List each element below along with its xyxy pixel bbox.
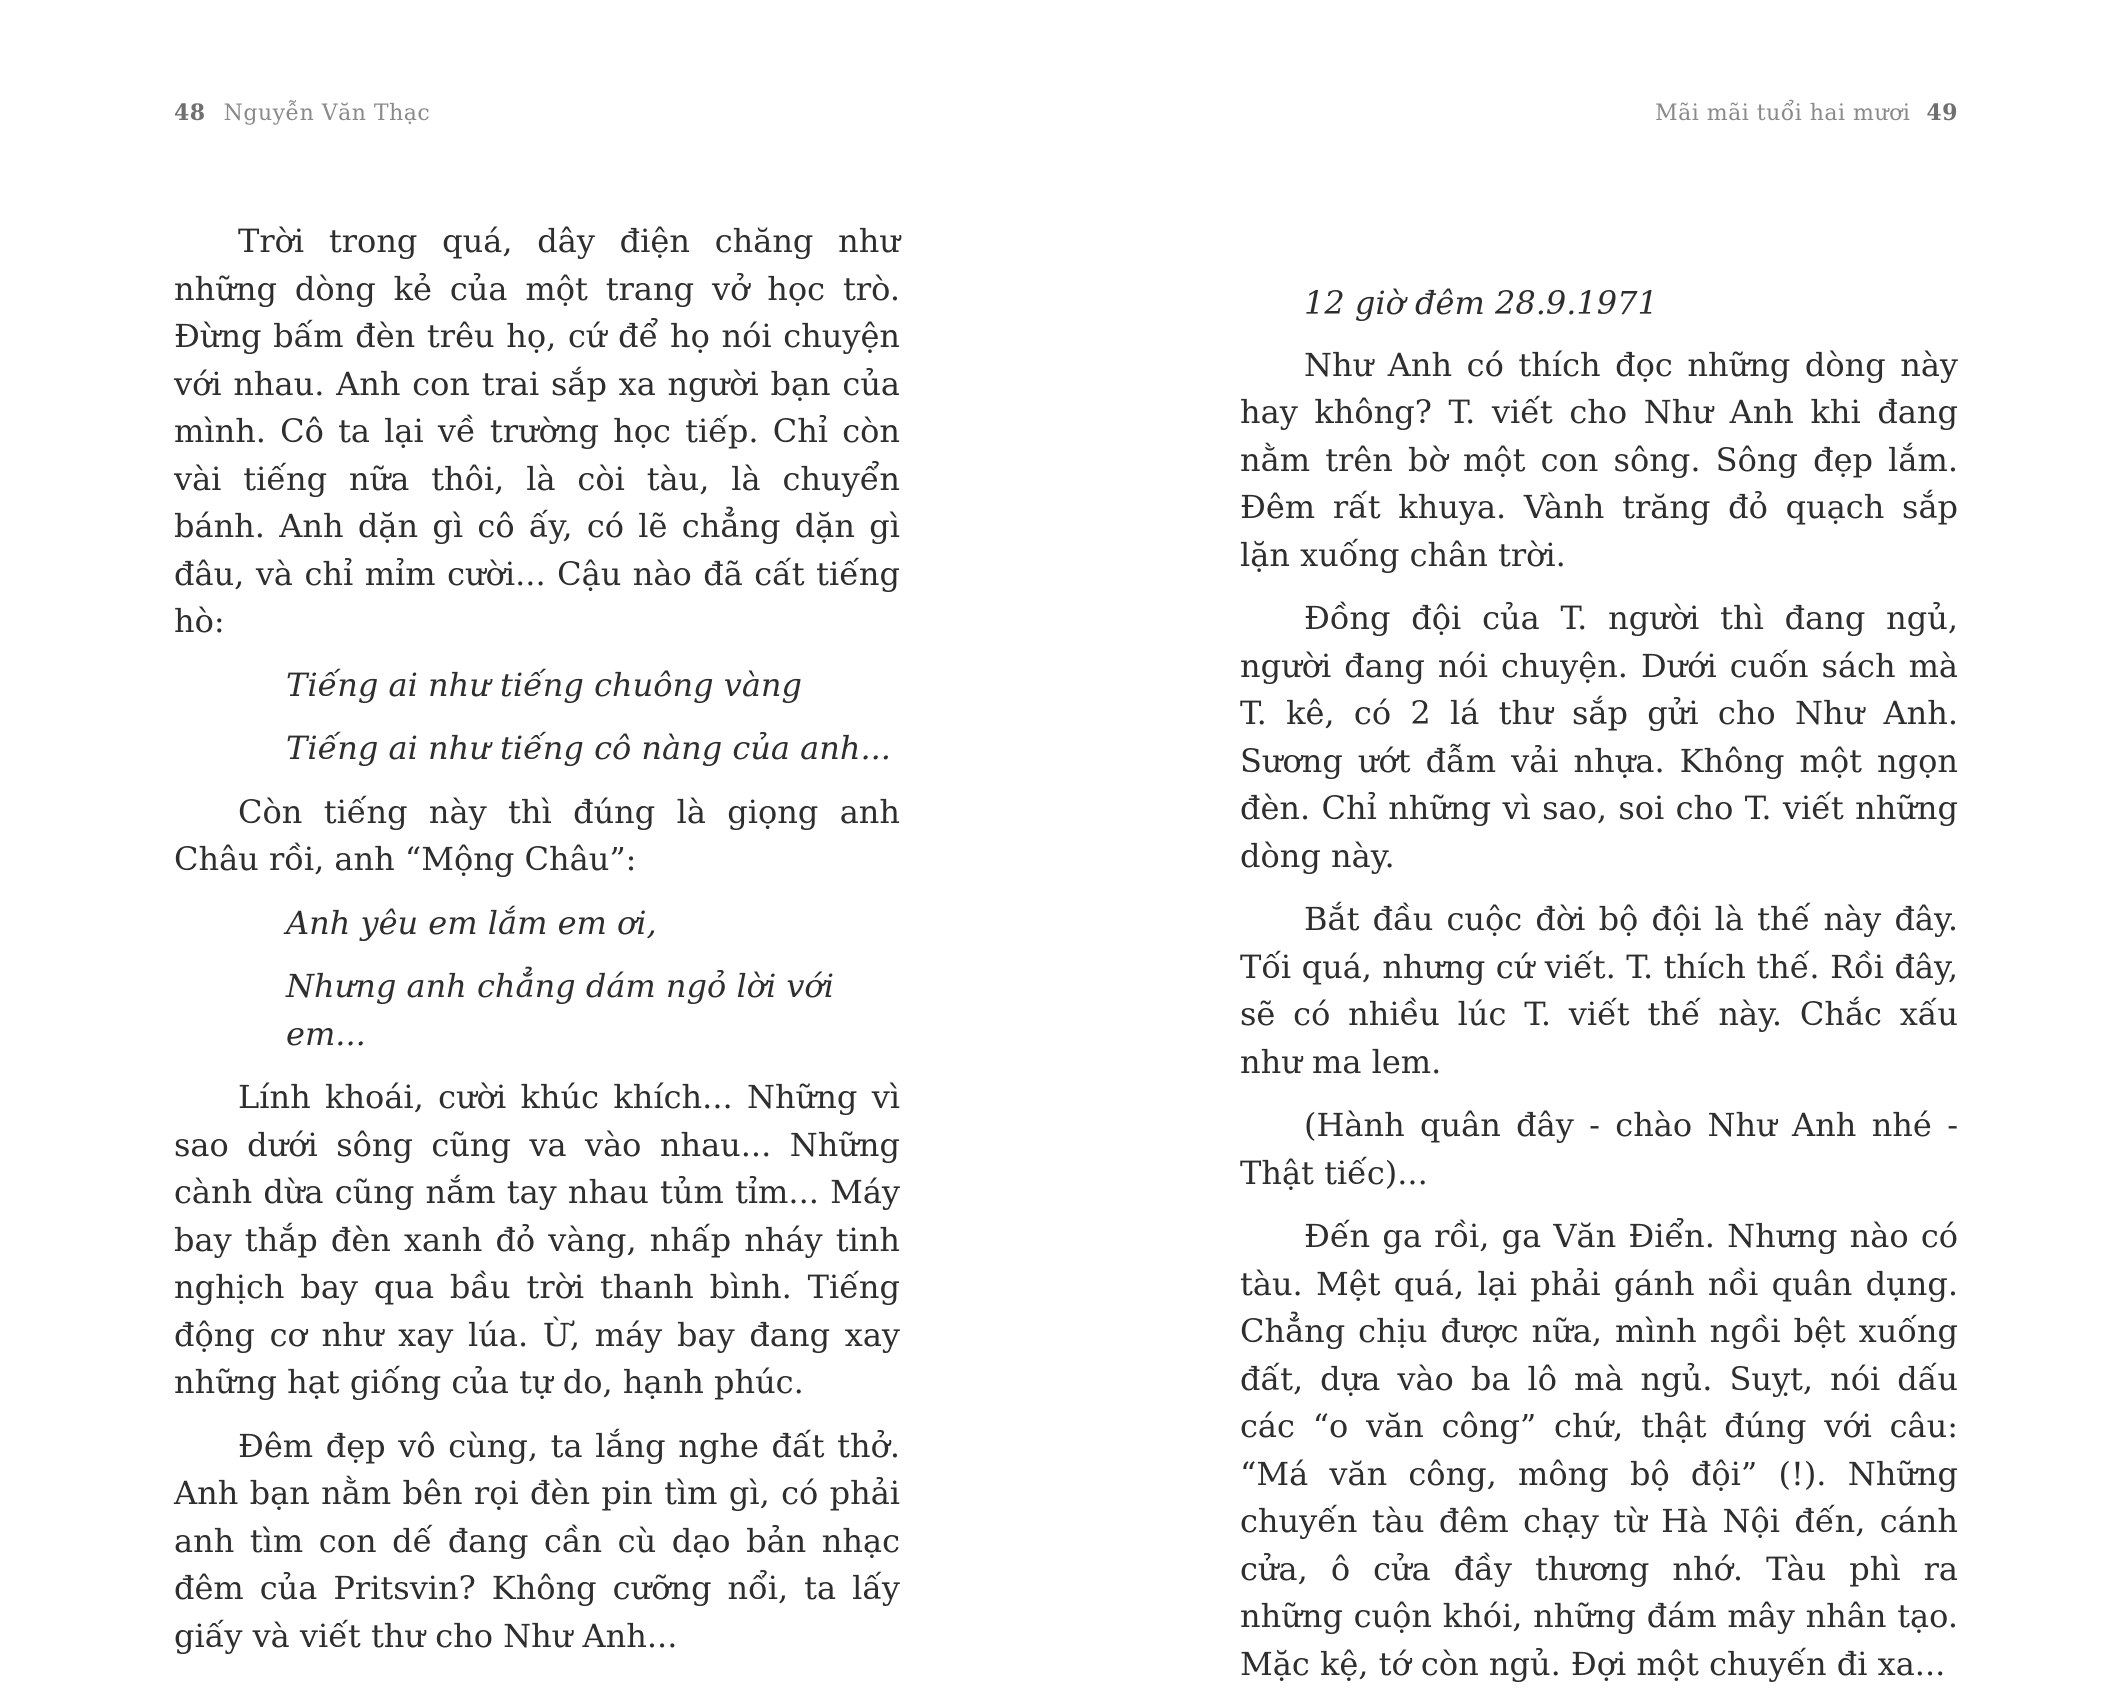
right-body-text xyxy=(1240,280,1958,1704)
left-verse-line-4: Nhưng anh chẳng dám ngỏ lời với em... xyxy=(286,967,834,1053)
left-paragraph-2: Còn tiếng này thì đúng là giọng anh Châu rồi, anh “Mộng Châu”: xyxy=(174,792,900,878)
right-page xyxy=(1063,0,2126,1683)
right-paragraph-4: (Hành quân đây - chào Như Anh nhé - Thật tiếc)... xyxy=(1240,1106,1958,1192)
left-page xyxy=(0,0,1063,1655)
right-running-head xyxy=(1655,100,1958,126)
left-running-head xyxy=(174,100,430,126)
left-page-number: 48 xyxy=(174,100,206,126)
right-paragraph-5: Đến ga rồi, ga Văn Điển. Nhưng nào có tàu. Mệt quá, lại phải gánh nồi quân dụng. Chẳng chịu được nữa, mình ngồi bệt xuống đất, dựa vào ba lô mà ngủ. Suỵt, nói dấu các “o văn công” chứ, thật đúng với câu: “Má văn công, mông bộ đội” (!). Những chuyến tàu đêm chạy từ Hà Nội đến, cánh cửa, ô cửa đầy thương nhớ. Tàu phì ra những cuộn khói, những đám mây nhân tạo. Mặc kệ, tớ còn ngủ. Đợi một chuyến đi xa... xyxy=(1240,1217,1958,1683)
left-verse-line-3: Anh yêu em lắm em ơi, xyxy=(286,903,657,942)
right-paragraph-1: Như Anh có thích đọc những dòng này hay không? T. viết cho Như Anh khi đang nằm trên bờ một con sông. Sông đẹp lắm. Đêm rất khuya. Vành trăng đỏ quạch sắp lặn xuống chân trời. xyxy=(1240,345,1958,574)
left-header-author: Nguyễn Văn Thạc xyxy=(223,101,431,126)
left-body-text xyxy=(174,218,900,1676)
left-paragraph-1: Trời trong quá, dây điện chăng như những dòng kẻ của một trang vở học trò. Đừng bấm đèn trêu họ, cứ để họ nói chuyện với nhau. Anh con trai sắp xa người bạn của mình. Cô ta lại về trường học tiếp. Chỉ còn vài tiếng nữa thôi, là còi tàu, là chuyển bánh. Anh dặn gì cô ấy, có lẽ chẳng dặn gì đâu, và chỉ mỉm cười... Cậu nào đã cất tiếng hò: xyxy=(174,222,900,640)
left-verse-line-2: Tiếng ai như tiếng cô nàng của anh... xyxy=(286,729,891,767)
right-paragraph-3: Bắt đầu cuộc đời bộ đội là thế này đây. Tối quá, nhưng cứ viết. T. thích thế. Rồi đây, sẽ có nhiều lúc T. viết thế này. Chắc xấu như ma lem. xyxy=(1240,900,1958,1081)
right-paragraph-2: Đồng đội của T. người thì đang ngủ, người đang nói chuyện. Dưới cuốn sách mà T. kê, có 2 lá thư sắp gửi cho Như Anh. Sương ướt đẫm vải nhựa. Không một ngọn đèn. Chỉ những vì sao, soi cho T. viết những dòng này. xyxy=(1240,599,1958,875)
letter-dateline: 12 giờ đêm 28.9.1971 xyxy=(1304,284,1658,322)
left-paragraph-4: Đêm đẹp vô cùng, ta lắng nghe đất thở. Anh bạn nằm bên rọi đèn pin tìm gì, có phải anh tìm con dế đang cần cù dạo bản nhạc đêm của Pritsvin? Không cưỡng nổi, ta lấy giấy và viết thư cho Như Anh... xyxy=(174,1426,900,1655)
right-header-title: Mãi mãi tuổi hai mươi xyxy=(1655,101,1911,126)
left-verse-line-1: Tiếng ai như tiếng chuông vàng xyxy=(286,665,802,704)
left-paragraph-3: Lính khoái, cười khúc khích... Những vì sao dưới sông cũng va vào nhau... Những cành dừa cũng nắm tay nhau tủm tỉm... Máy bay thắp đèn xanh đỏ vàng, nhấp nháy tinh nghịch bay qua bầu trời thanh bình. Tiếng động cơ như xay lúa. Ừ, máy bay đang xay những hạt giống của tự do, hạnh phúc. xyxy=(174,1078,900,1401)
right-page-number: 49 xyxy=(1926,100,1958,126)
